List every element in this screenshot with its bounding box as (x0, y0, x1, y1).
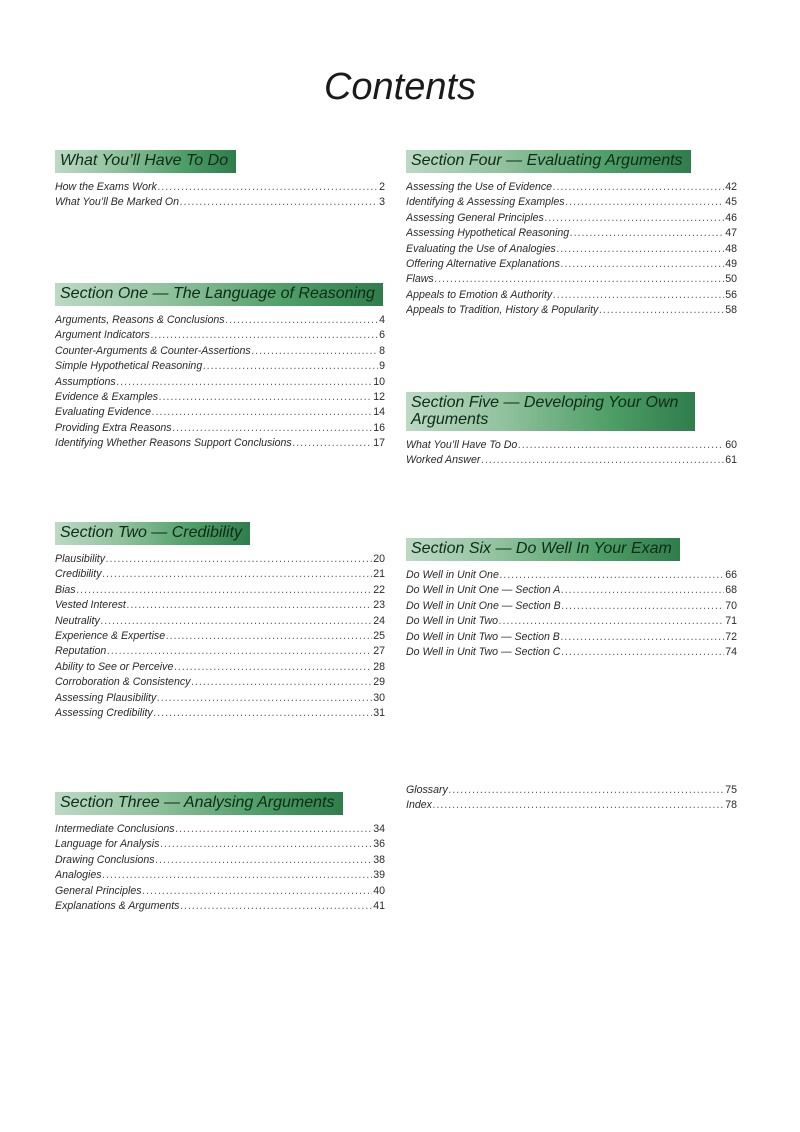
dot-leader (561, 583, 724, 598)
toc-entry-title: Providing Extra Reasons (55, 421, 172, 434)
toc-entry[interactable] (55, 405, 385, 420)
toc-entry-title: Experience & Expertise (55, 630, 166, 643)
toc-entry[interactable] (55, 313, 385, 328)
toc-entry-title: Evaluating Evidence (55, 406, 151, 419)
dot-leader (106, 552, 372, 567)
toc-entry-page: 21 (373, 568, 385, 581)
dot-leader (252, 344, 378, 359)
section-heading: Section Four — Evaluating Arguments (406, 150, 691, 173)
dot-leader (174, 660, 372, 675)
toc-entry-title: Assessing the Use of Evidence (406, 181, 553, 193)
toc-entry[interactable] (55, 837, 385, 852)
toc-entry[interactable] (406, 783, 737, 798)
toc-entry-title: Do Well in Unit Two — Section C (406, 646, 561, 659)
dot-leader (499, 614, 724, 629)
toc-entry[interactable] (55, 328, 385, 343)
toc-entry-page: 14 (373, 406, 385, 419)
toc-entry[interactable] (406, 630, 737, 645)
dot-leader (435, 272, 725, 287)
toc-entry[interactable] (55, 180, 385, 195)
toc-entry-title: Plausibility (55, 553, 106, 565)
toc-entry-page: 3 (379, 196, 385, 209)
toc-entry-title: Reputation (55, 645, 107, 658)
toc-entry[interactable] (55, 614, 385, 629)
toc-entry-title: Counter-Arguments & Counter-Assertions (55, 344, 251, 357)
toc-entry-title: Vested Interest (55, 599, 126, 612)
toc-entry-title: Glossary (406, 784, 448, 796)
dot-leader (160, 837, 372, 852)
toc-entry-page: 28 (373, 660, 385, 673)
toc-entry[interactable] (406, 257, 737, 272)
toc-entry-page: 2 (379, 181, 385, 193)
dot-leader (159, 390, 372, 405)
toc-entry[interactable] (55, 390, 385, 405)
dot-leader (561, 630, 724, 645)
toc-entry-title: Neutrality (55, 614, 100, 627)
section-three (55, 792, 385, 914)
dot-leader (143, 884, 373, 899)
toc-entry-title: Explanations & Arguments (55, 900, 180, 913)
toc-entry[interactable] (406, 438, 737, 453)
section-four (406, 150, 737, 319)
toc-entry[interactable] (55, 706, 385, 721)
section-heading: Section Three — Analysing Arguments (55, 792, 343, 815)
toc-entry-page: 24 (373, 614, 385, 627)
toc-entry-page: 34 (373, 823, 385, 835)
toc-entry[interactable] (55, 436, 385, 451)
toc-entry[interactable] (55, 660, 385, 675)
dot-leader (599, 303, 724, 318)
toc-entry-title: Assessing Plausibility (55, 691, 157, 704)
dot-leader (553, 180, 724, 195)
toc-entry-title: Identifying & Assessing Examples (406, 196, 565, 209)
toc-entry-title: How the Exams Work (55, 181, 157, 193)
toc-entry-title: Offering Alternative Explanations (406, 258, 560, 271)
page-title: Contents (323, 66, 477, 108)
dot-leader (557, 242, 724, 257)
dot-leader (566, 195, 725, 210)
toc-entry-page: 6 (379, 329, 385, 342)
toc-entry-page: 22 (373, 583, 385, 596)
toc-entry-title: General Principles (55, 884, 142, 897)
dot-leader (553, 288, 724, 303)
dot-leader (561, 645, 724, 660)
dot-leader (103, 567, 373, 582)
dot-leader (158, 180, 378, 195)
toc-entry-title: Appeals to Emotion & Authority (406, 288, 553, 301)
toc-entry-title: Appeals to Tradition, History & Popularity (406, 304, 599, 317)
toc-entry-title: Analogies (55, 869, 102, 882)
toc-entry-page: 41 (373, 900, 385, 913)
dot-leader (570, 226, 724, 241)
dot-leader (77, 583, 373, 598)
dot-leader (191, 675, 372, 690)
toc-entry[interactable] (406, 211, 737, 226)
dot-leader (203, 359, 378, 374)
toc-entry-page: 75 (725, 784, 737, 796)
section-two (55, 522, 385, 721)
toc-entry-page: 38 (373, 853, 385, 866)
toc-entry-page: 39 (373, 869, 385, 882)
toc-entry[interactable] (55, 195, 385, 210)
toc-entry-page: 47 (725, 227, 737, 240)
toc-entry[interactable] (406, 226, 737, 241)
toc-list (55, 552, 385, 721)
toc-entry[interactable] (406, 568, 737, 583)
toc-entry-page: 68 (725, 584, 737, 597)
toc-entry[interactable] (406, 303, 737, 318)
toc-entry-title: Flaws (406, 273, 434, 286)
dot-leader (152, 405, 372, 420)
toc-entry[interactable] (55, 822, 385, 837)
dot-leader (127, 598, 372, 613)
toc-entry-title: Identifying Whether Reasons Support Conclusions (55, 437, 292, 450)
toc-entry[interactable] (55, 644, 385, 659)
toc-list (406, 568, 737, 660)
toc-entry-page: 46 (725, 211, 737, 224)
dot-leader (156, 853, 373, 868)
toc-entry-title: Do Well in Unit One — Section B (406, 599, 561, 612)
toc-entry-title: Assessing Credibility (55, 707, 153, 720)
section-heading: Section One — The Language of Reasoning (55, 283, 383, 306)
dot-leader (545, 211, 724, 226)
toc-entry-page: 16 (373, 421, 385, 434)
dot-leader (562, 599, 725, 614)
dot-leader (166, 629, 372, 644)
toc-list (406, 180, 737, 319)
toc-entry-page: 78 (725, 799, 737, 812)
toc-list (55, 822, 385, 914)
toc-entry[interactable] (406, 242, 737, 257)
toc-entry-title: Drawing Conclusions (55, 853, 155, 866)
toc-entry[interactable] (406, 599, 737, 614)
section-heading: What You’ll Have To Do (55, 150, 236, 173)
dot-leader (107, 644, 372, 659)
toc-entry-page: 42 (725, 181, 737, 193)
toc-entry[interactable] (55, 421, 385, 436)
toc-entry-title: Assessing Hypothetical Reasoning (406, 227, 570, 240)
toc-entry-title: Bias (55, 583, 76, 596)
toc-entry-page: 20 (373, 553, 385, 565)
dot-leader (180, 195, 378, 210)
toc-entry-title: Ability to See or Perceive (55, 660, 174, 673)
toc-entry-page: 30 (373, 691, 385, 704)
dot-leader (180, 899, 372, 914)
toc-entry[interactable] (406, 583, 737, 598)
toc-entry[interactable] (406, 272, 737, 287)
toc-entry[interactable] (55, 344, 385, 359)
toc-entry-page: 17 (373, 437, 385, 450)
toc-entry-page: 40 (373, 884, 385, 897)
toc-entry-page: 60 (725, 439, 737, 451)
toc-entry-title: Arguments, Reasons & Conclusions (55, 314, 225, 326)
dot-leader (500, 568, 724, 583)
toc-entry-title: Do Well in Unit Two (406, 615, 499, 628)
toc-entry-page: 29 (373, 676, 385, 689)
toc-entry-title: Worked Answer (406, 454, 481, 467)
toc-entry[interactable] (55, 675, 385, 690)
toc-entry[interactable] (55, 853, 385, 868)
toc-entry-title: Corroboration & Consistency (55, 676, 191, 689)
toc-entry-title: Do Well in Unit One (406, 569, 499, 581)
toc-entry[interactable] (55, 552, 385, 567)
dot-leader (176, 822, 373, 837)
toc-entry-title: Assumptions (55, 375, 116, 388)
toc-list (406, 783, 737, 814)
section-heading: Section Two — Credibility (55, 522, 250, 545)
dot-leader (173, 421, 373, 436)
section-what-youll-have-to-do (55, 150, 385, 211)
dot-leader (151, 328, 378, 343)
toc-entry[interactable] (55, 359, 385, 374)
dot-leader (101, 614, 372, 629)
toc-entry[interactable] (55, 598, 385, 613)
toc-entry-page: 9 (379, 360, 385, 373)
toc-entry-title: Do Well in Unit Two — Section B (406, 630, 560, 643)
toc-entry-title: Simple Hypothetical Reasoning (55, 360, 203, 373)
toc-entry[interactable] (55, 583, 385, 598)
back-matter (406, 783, 737, 814)
toc-entry[interactable] (55, 899, 385, 914)
toc-entry[interactable] (406, 195, 737, 210)
dot-leader (293, 436, 372, 451)
toc-entry-page: 72 (725, 630, 737, 643)
toc-entry-page: 74 (725, 646, 737, 659)
toc-entry-page: 8 (379, 344, 385, 357)
toc-entry-title: Argument Indicators (55, 329, 150, 342)
toc-entry[interactable] (406, 180, 737, 195)
toc-entry-page: 58 (725, 304, 737, 317)
toc-entry-page: 23 (373, 599, 385, 612)
section-five (406, 392, 737, 469)
toc-entry[interactable] (55, 375, 385, 390)
toc-entry-page: 49 (725, 258, 737, 271)
toc-entry-page: 10 (373, 375, 385, 388)
toc-entry-title: Intermediate Conclusions (55, 823, 175, 835)
toc-entry-title: What You’ll Have To Do (406, 439, 518, 451)
toc-entry[interactable] (55, 884, 385, 899)
toc-list (406, 438, 737, 469)
dot-leader (154, 706, 372, 721)
toc-entry-title: Language for Analysis (55, 838, 160, 851)
toc-entry-title: Evidence & Examples (55, 391, 159, 404)
toc-entry[interactable] (55, 629, 385, 644)
toc-entry[interactable] (406, 453, 737, 468)
toc-entry-page: 25 (373, 630, 385, 643)
dot-leader (226, 313, 379, 328)
section-one (55, 283, 385, 452)
dot-leader (561, 257, 724, 272)
toc-entry-page: 31 (373, 707, 385, 720)
dot-leader (449, 783, 724, 798)
toc-entry-page: 61 (725, 454, 737, 467)
toc-entry-page: 36 (373, 838, 385, 851)
dot-leader (433, 798, 724, 813)
toc-entry-page: 45 (725, 196, 737, 209)
dot-leader (117, 375, 373, 390)
toc-list (55, 313, 385, 452)
toc-entry-page: 27 (373, 645, 385, 658)
toc-entry[interactable] (406, 645, 737, 660)
toc-entry-page: 56 (725, 288, 737, 301)
toc-entry-title: Credibility (55, 568, 102, 581)
toc-entry-page: 66 (725, 569, 737, 581)
toc-entry-title: Do Well in Unit One — Section A (406, 584, 561, 597)
dot-leader (103, 868, 373, 883)
dot-leader (518, 438, 724, 453)
section-six (406, 538, 737, 660)
toc-entry-title: Assessing General Principles (406, 211, 544, 224)
toc-entry-title: What You’ll Be Marked On (55, 196, 180, 209)
section-heading: Section Five — Developing Your Own Arguments (406, 392, 695, 431)
toc-entry[interactable] (55, 567, 385, 582)
toc-entry-page: 71 (725, 615, 737, 628)
toc-entry[interactable] (55, 868, 385, 883)
dot-leader (157, 691, 372, 706)
toc-list (55, 180, 385, 211)
toc-entry[interactable] (406, 798, 737, 813)
toc-entry-page: 70 (725, 599, 737, 612)
toc-entry-title: Evaluating the Use of Analogies (406, 242, 556, 255)
dot-leader (481, 453, 724, 468)
section-heading: Section Six — Do Well In Your Exam (406, 538, 680, 561)
toc-entry-page: 4 (379, 314, 385, 326)
toc-entry[interactable] (406, 614, 737, 629)
toc-entry[interactable] (406, 288, 737, 303)
toc-entry-page: 48 (725, 242, 737, 255)
toc-entry-page: 12 (373, 391, 385, 404)
toc-entry-title: Index (406, 799, 432, 812)
toc-entry-page: 50 (725, 273, 737, 286)
toc-entry[interactable] (55, 691, 385, 706)
